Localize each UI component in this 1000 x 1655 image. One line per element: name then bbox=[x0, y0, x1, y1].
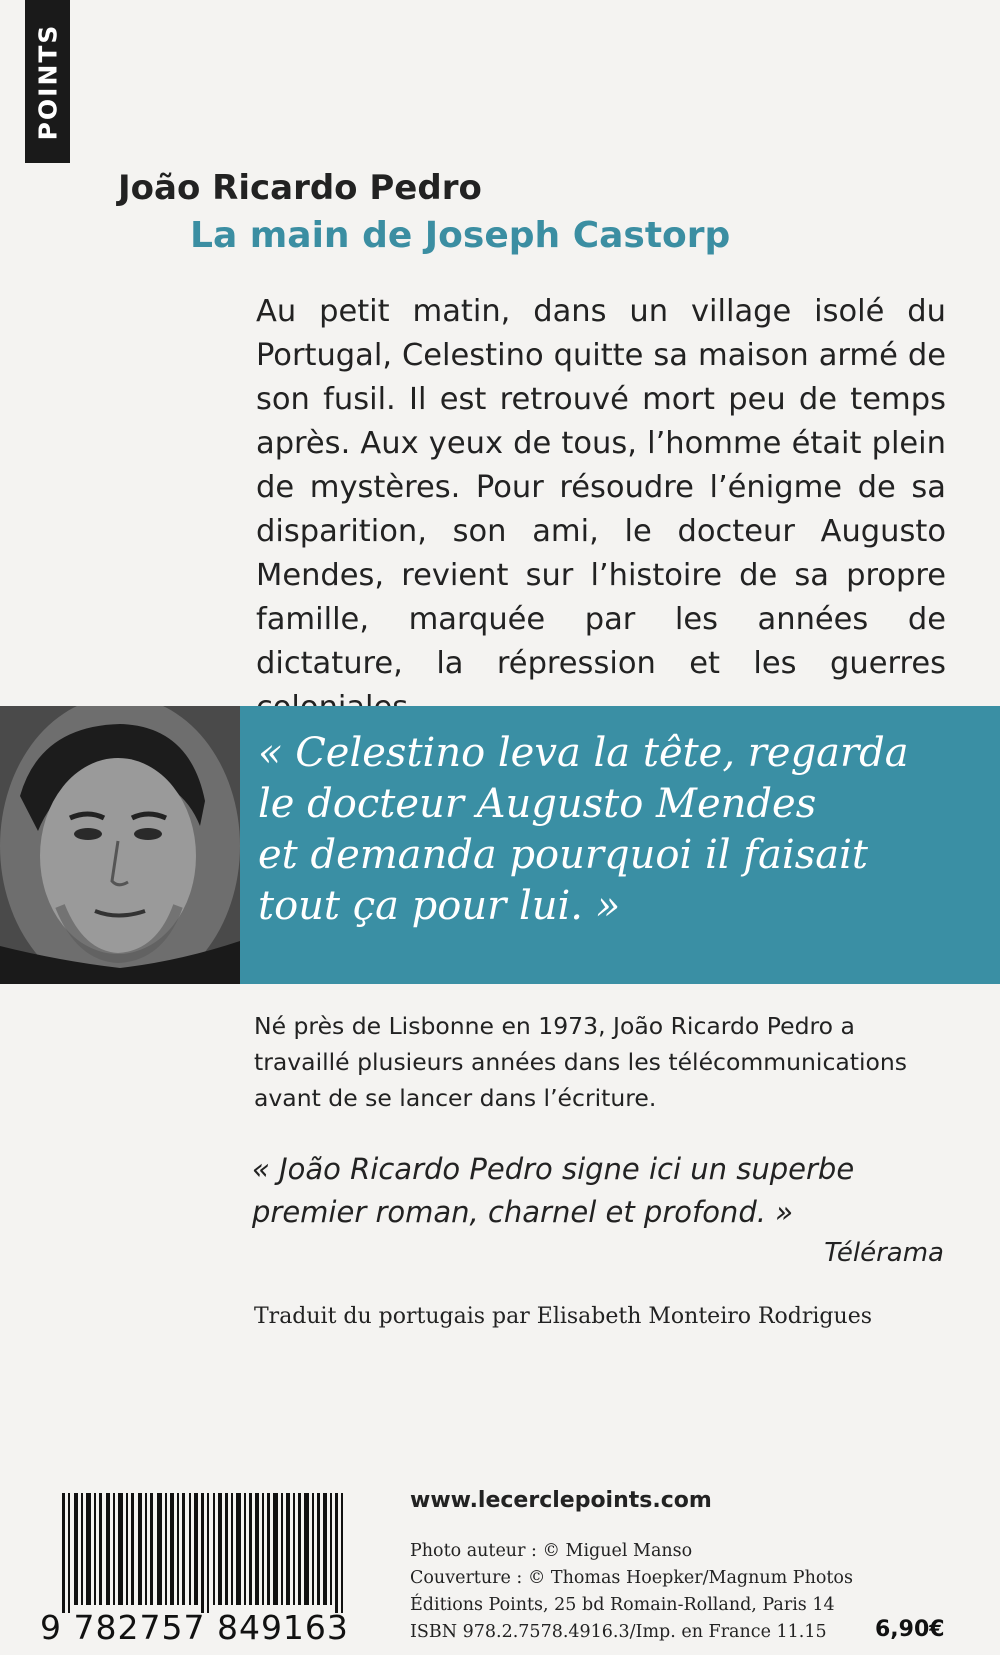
website-link[interactable]: www.lecerclepoints.com bbox=[410, 1488, 712, 1513]
price: 6,90€ bbox=[875, 1617, 945, 1642]
quote-line: tout ça pour lui. » bbox=[258, 883, 621, 929]
cover-credit: Couverture : © Thomas Hoepker/Magnum Photos bbox=[410, 1568, 853, 1588]
review-line: premier roman, charnel et profond. » bbox=[252, 1195, 794, 1229]
credits-block bbox=[410, 1538, 853, 1646]
publisher-address: Éditions Points, 25 bd Romain-Rolland, Paris 14 bbox=[410, 1595, 835, 1615]
quote-line: le docteur Augusto Mendes bbox=[258, 781, 817, 827]
author-name: João Ricardo Pedro bbox=[118, 168, 482, 208]
points-logo-text: POINTS bbox=[33, 23, 62, 140]
author-bio: Né près de Lisbonne en 1973, João Ricardo Pedro a travaillé plusieurs années dans les télécommunications avant de se lancer dans l’écriture. bbox=[254, 1012, 908, 1112]
translator-credit: Traduit du portugais par Elisabeth Monteiro Rodrigues bbox=[254, 1304, 872, 1329]
blurb: Au petit matin, dans un village isolé du Portugal, Celestino quitte sa maison armé de son fusil. Il est retrouvé mort peu de temps après. Aux yeux de tous, l’homme était plein de mystères. Pour résoudre l’énigme de sa disparition, son ami, le docteur Augusto Mendes, revient sur l’histoire de sa propre famille, marquée par les années de dictature, la répression et les guerres bbox=[256, 294, 946, 681]
quote-panel bbox=[240, 706, 1000, 984]
points-logo bbox=[25, 0, 70, 163]
author-photo bbox=[0, 706, 240, 984]
photo-credit: Photo auteur : © Miguel Manso bbox=[410, 1541, 693, 1561]
review-line: « João Ricardo Pedro signe ici un superbe bbox=[252, 1152, 855, 1186]
quote-line: et demanda pourquoi il faisait bbox=[258, 832, 868, 878]
review-source: Télérama bbox=[824, 1238, 944, 1268]
barcode-digits: 9 782757 849163 bbox=[40, 1608, 349, 1647]
quote-band bbox=[0, 706, 1000, 984]
book-quote bbox=[258, 728, 988, 932]
isbn: ISBN 978.2.7578.4916.3/Imp. en France 11.15 bbox=[410, 1622, 827, 1642]
press-review bbox=[252, 1148, 942, 1234]
quote-line: « Celestino leva la tête, regarda bbox=[258, 730, 909, 776]
author-portrait-icon bbox=[0, 706, 240, 984]
book-title: La main de Joseph Castorp bbox=[190, 215, 731, 256]
